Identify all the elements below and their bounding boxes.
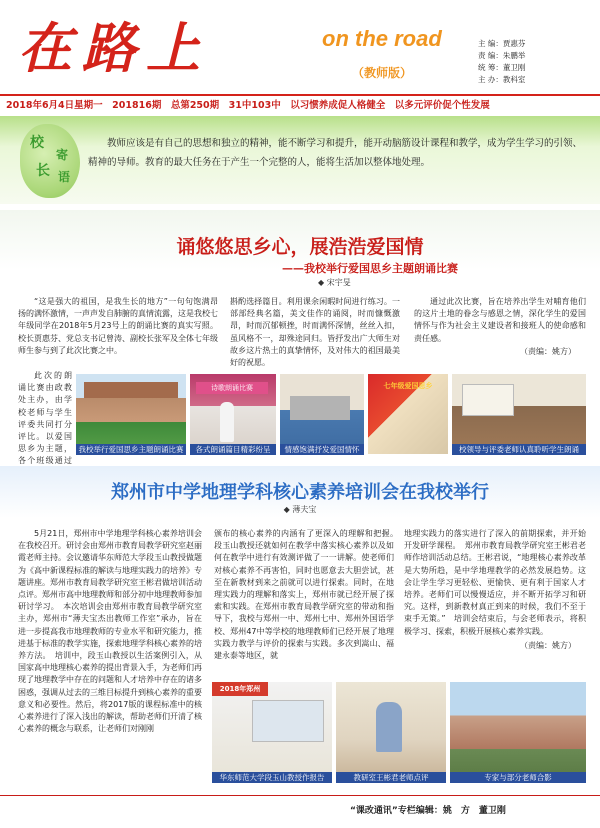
photo-speaker bbox=[336, 682, 446, 778]
motto-label-char: 长 bbox=[36, 163, 50, 179]
article1-col3: 通过此次比赛，旨在培养出学生对哺育他们的这片土地的眷念与感恩之情，深化学生的爱国情怀与作为社会主义建设者和接班人的使命感和责任感。 bbox=[414, 297, 586, 343]
credits-block bbox=[478, 38, 525, 86]
article2-col2: 颁布的核心素养的内涵有了更深入的理解和把握。 段玉山教授还就如何在教学中落实核心素养以及如何在教学中进行有效测评做了一一讲解。使老师们对核心素养不再害怕，同时也愿意去大胆尝试，甚至在新教材到来之前就可以进行探索。同时，在地理实践力的理解和落实上，郑州市就已经开展了探索和实践。在郑州市教育局教学研究室的带动和指导下，我校与郑州一中、郑州七中、郑州外国语学校、郑州47中等学校的地理教师们已经开展了地理实践力教学与评价的探索与实践。多次到嵩山、福建永泰等地区，就 bbox=[214, 529, 402, 661]
photo-class-group bbox=[368, 374, 448, 454]
article1-editor: （责编：姚方） bbox=[520, 347, 576, 356]
footer-editors: “课改通讯”专栏编辑：姚 方 董卫刚 bbox=[350, 806, 506, 816]
projection-screen bbox=[252, 700, 324, 742]
whiteboard-shape bbox=[462, 384, 514, 416]
lecture-banner: 2018年郑州 bbox=[212, 682, 268, 696]
performer-figure bbox=[220, 402, 234, 442]
photo-caption: 各式朗诵篇目精彩纷呈 bbox=[190, 444, 276, 455]
motto-label-char: 语 bbox=[58, 170, 71, 184]
photo-caption: 情感饱满抒发爱国情怀 bbox=[280, 444, 364, 455]
photo-group bbox=[450, 682, 586, 778]
article1-author: ◆ 宋宇旻 bbox=[318, 278, 351, 287]
building-shape bbox=[290, 396, 350, 420]
photo-judges bbox=[452, 374, 586, 454]
photo-caption: 华东师范大学段玉山教授作报告 bbox=[212, 772, 332, 783]
issue-line: 2018年6月4日星期一 201816期 总第250期 31中103中 以习惯养成促人格健全 以多元评价促个性发展 bbox=[6, 100, 490, 111]
photo-stage-performance bbox=[190, 374, 276, 454]
article1-col1-rest: 此次的朗诵比赛由政教处主办，由学校老师与学生评委共同打分评比。以爱国思乡为主题，各个班级通过 bbox=[18, 371, 72, 466]
article2-author: ◆ 薄夫宝 bbox=[283, 505, 317, 514]
credit-name: 贾惠芬 bbox=[502, 39, 526, 48]
leaf-decoration bbox=[20, 124, 80, 198]
credit-role: 主 编： bbox=[478, 39, 503, 48]
article2-col1: 5月21日，郑州市中学地理学科核心素养培训会在我校召开。研讨会由郑州市教育局教学研究室赵丽霞老师主持。会议邀请华东师范大学段玉山教授做题为《高中新课程标准的解读与地理实践力的培养》专题讲座。郑州市教育局教学研究室王彬君做培训活动点评。郑州市高中地理教师和部分初中地理教师参加研讨学习。 本次培训会由郑州市教育局教学研究室主办，郑州市“薄夫宝杰出教师工作室”承办，旨在进一步提高我市地理教师的专业水平和研究能力，推进基于标准的教学实施，探索地理学科核心素养的培养方法。 培训中，段玉山教授以生活案例引入，从国家高中地理核心素养的提出背景入手，为老师们再现了地理教学中存在的问题和人才培养中存在的诸多困惑，强调从过去的三维目标提升到核心素养的重要意义和必要性。然后，将2017版的课程标准中的核心素养进行了深入浅出的解读，帮助老师们开清了核心素养的概念与联系，让老师们对刚刚 bbox=[18, 529, 202, 734]
motto-label-char: 寄 bbox=[56, 148, 69, 162]
article1-col1-intro: “这是强大的祖国，是我生长的地方”一句句饱满昂扬的满怀激情，一声声发自肺腑的真情流露，这是我校七年级同学在2018年5月23号上的朗诵比赛的真实写照。校长贾惠芬、党总支书记曾涛、副校长张军及全体七年级师生参与到了此次比赛之中。 bbox=[18, 297, 218, 355]
article1-subtitle: ——我校举行爱国思乡主题朗诵比赛 bbox=[282, 262, 458, 275]
credit-line bbox=[478, 38, 525, 50]
credit-name: 朱鹏举 bbox=[502, 51, 526, 60]
masthead-english: on the road bbox=[322, 26, 442, 51]
credit-role: 责 编： bbox=[478, 51, 503, 60]
building-shape bbox=[84, 382, 178, 398]
credit-role: 主 办： bbox=[478, 75, 503, 84]
photo-school-assembly bbox=[76, 374, 186, 454]
article1-title: 诵悠悠思乡心，展浩浩爱国情 bbox=[176, 236, 424, 258]
motto-text: 教师应该是有自己的思想和独立的精神，能不断学习和提升，能开动脑筋设计课程和教学，成为学生学习的引领、精神的导师。教育的最大任务在于产生一个完整的人，能将生活加以整体地处理。 bbox=[88, 138, 583, 168]
stage-banner: 诗歌朗诵比赛 bbox=[196, 382, 268, 394]
article2-editor: （责编：姚方） bbox=[520, 641, 576, 650]
edition-label: （教师版） bbox=[352, 66, 413, 80]
credit-role: 统 筹： bbox=[478, 63, 503, 72]
article2-title: 郑州市中学地理学科核心素养培训会在我校举行 bbox=[111, 482, 489, 503]
article2-col3: 地理实践力的落实进行了深入的前期探索，并开始开发研学课程。 郑州市教育局教学研究室王彬君老师作培训活动总结。王彬君说，“地理核心素养改革是大势所趋，是中学地理教学的必然发展趋势。这会让学生学习更轻松、更愉快、更有利于国家人才培养。老师们可以慢慢适应，并不断开拓学习和研究。这样，到新教材真正到来的时候，我们不至于束手无策。” 培训会结束后，与会老师表示，将积极学习、探索，积极开展核心素养实践。 bbox=[404, 529, 586, 636]
photo-caption: 校领导与评委老师认真聆听学生朗诵 bbox=[452, 444, 586, 455]
credit-name: 董卫刚 bbox=[502, 63, 526, 72]
speaker-figure bbox=[376, 702, 402, 752]
photo-caption: 专家与部分老师合影 bbox=[450, 772, 586, 783]
credit-line bbox=[478, 50, 525, 62]
credit-name: 教科室 bbox=[502, 75, 526, 84]
photo-caption: 我校举行爱国思乡主题朗诵比赛 bbox=[76, 444, 186, 455]
photo-students-reciting bbox=[280, 374, 364, 454]
article1-col2: 斟酌选择篇目。利用课余闲暇时间进行练习。一部部经典名篇，美文佳作的诵阅，时而慷慨激昂，时而沉郁顿挫，时而满怀深情，丝丝入扣，虽风格不一，却殊途同归。皆抒发出广大师生对故乡这片热土的真挚情怀，及对伟大的祖国最美好的祝愿。 bbox=[230, 297, 400, 368]
photo-lecture bbox=[212, 682, 332, 778]
credit-line bbox=[478, 62, 525, 74]
class-banner: 七年级爱国思乡 bbox=[383, 382, 433, 390]
photo-caption: 教研室王彬君老师点评 bbox=[336, 772, 446, 783]
credit-line bbox=[478, 74, 525, 86]
masthead-title: 在路上 bbox=[18, 16, 210, 80]
footer-rule bbox=[0, 795, 600, 796]
motto-label-char: 校 bbox=[30, 135, 44, 151]
